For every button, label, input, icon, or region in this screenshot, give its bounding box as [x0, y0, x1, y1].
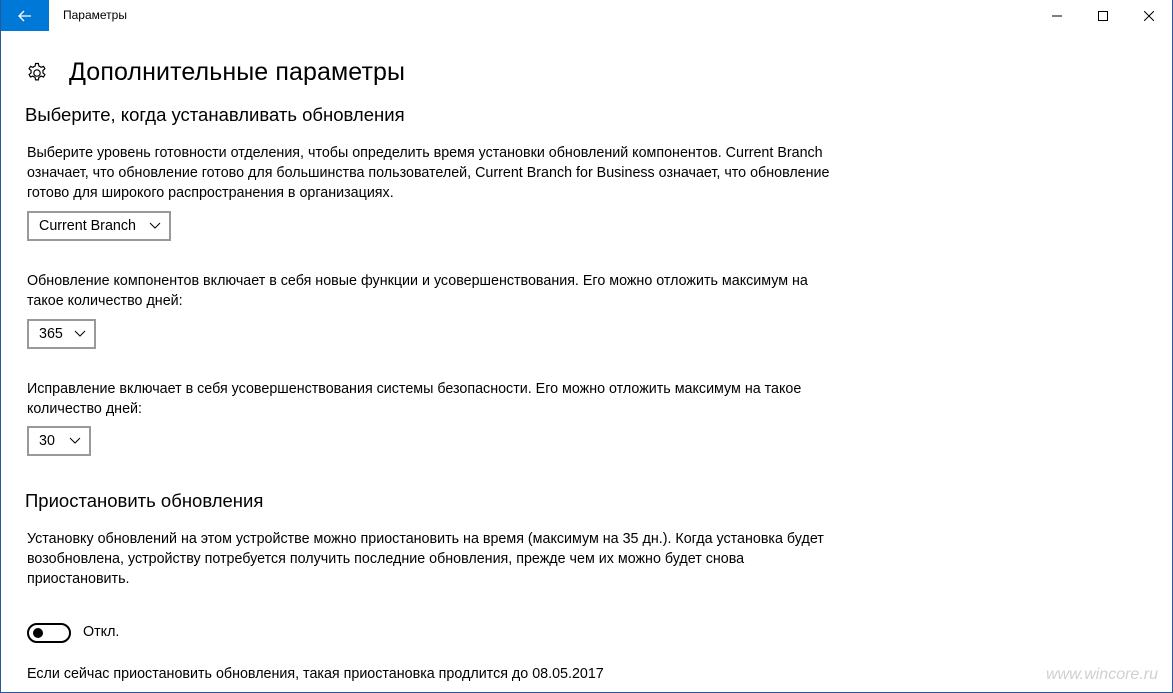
pause-description: Установку обновлений на этом устройстве можно приостановить на время (максимум на 35 дн.). Когда установка будет возобновлена, устройству потребуется получить последние обновления, прежде чем их можно будет снова приостановить.: [27, 531, 824, 587]
watermark: www.wincore.ru: [1045, 666, 1158, 683]
branch-description: Выберите уровень готовности отделения, чтобы определить время установки обновлений компонентов. Current Branch означает, что обновление готово для большинства пользователей, Current Branch for Business означает, что обновление готово для широкого распространения в организациях.: [27, 145, 830, 201]
window-title: Параметры: [63, 8, 127, 22]
quality-days-value: 30: [39, 433, 55, 449]
chevron-down-icon: [149, 221, 161, 231]
maximize-button[interactable]: [1080, 0, 1126, 31]
install-section-title: Выберите, когда устанавливать обновления: [25, 104, 405, 125]
pause-section-title: Приостановить обновления: [25, 490, 264, 511]
back-arrow-icon: [18, 10, 32, 22]
gear-icon: [25, 61, 49, 85]
toggle-knob: [33, 628, 43, 638]
page-title: Дополнительные параметры: [69, 58, 406, 86]
chevron-down-icon: [69, 436, 81, 446]
pause-note: Если сейчас приостановить обновления, такая приостановка продлится до 08.05.2017: [27, 666, 604, 682]
minimize-icon: [1052, 11, 1062, 21]
close-icon: [1144, 11, 1154, 21]
title-bar: [1, 0, 1172, 31]
pause-updates-toggle[interactable]: [27, 623, 71, 643]
pause-toggle-label: Откл.: [83, 624, 120, 640]
maximize-icon: [1098, 11, 1108, 21]
feature-days-value: 365: [39, 326, 63, 342]
branch-dropdown[interactable]: [27, 211, 171, 241]
page-header: [25, 58, 405, 87]
chevron-down-icon: [74, 329, 86, 339]
feature-update-description: Обновление компонентов включает в себя новые функции и усовершенствования. Его можно отложить максимум на такое количество дней:: [27, 273, 808, 309]
quality-update-description: Исправление включает в себя усовершенствования системы безопасности. Его можно отложить максимум на такое количество дней:: [27, 381, 802, 417]
feature-days-dropdown[interactable]: [27, 319, 96, 349]
close-button[interactable]: [1126, 0, 1172, 31]
minimize-button[interactable]: [1034, 0, 1080, 31]
quality-days-dropdown[interactable]: [27, 426, 91, 456]
branch-dropdown-value: Current Branch: [39, 218, 136, 234]
back-button[interactable]: [1, 0, 49, 31]
